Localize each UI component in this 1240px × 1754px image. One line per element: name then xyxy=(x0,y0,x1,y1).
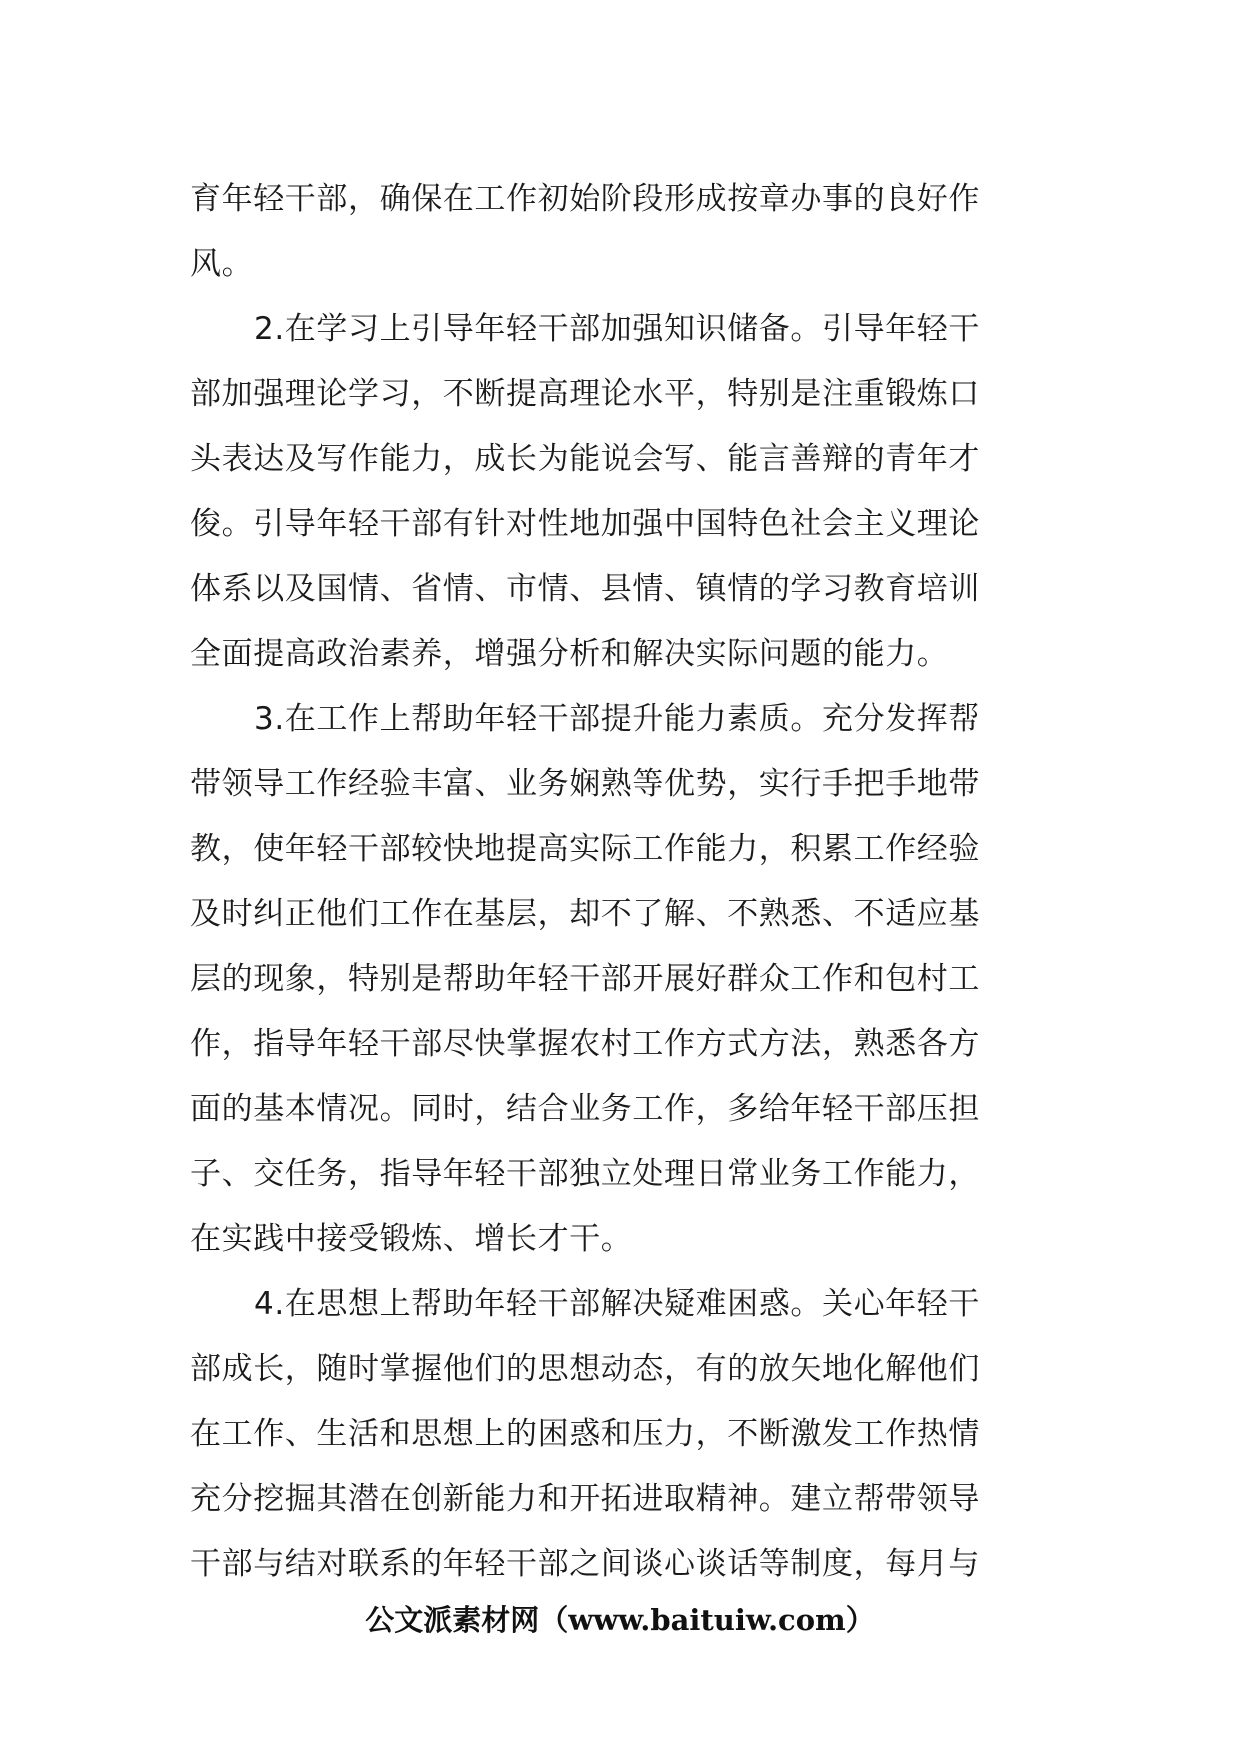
text-line: 面的基本情况。同时，结合业务工作，多给年轻干部压担 xyxy=(190,1091,980,1127)
text-line: 作，指导年轻干部尽快掌握农村工作方式方法，熟悉各方 xyxy=(190,1026,980,1062)
text-line: 子、交任务，指导年轻干部独立处理日常业务工作能力， xyxy=(190,1156,980,1192)
document-body xyxy=(190,167,1050,1597)
text-line: 全面提高政治素养，增强分析和解决实际问题的能力。 xyxy=(190,636,949,672)
page-footer-source: 公文派素材网（www.baituiw.com） xyxy=(365,1603,875,1637)
paragraph-3-heading-line: 3.在工作上帮助年轻干部提升能力素质。充分发挥帮 xyxy=(254,701,980,737)
text-line: 充分挖掘其潜在创新能力和开拓进取精神。建立帮带领导 xyxy=(190,1481,980,1517)
text-line: 层的现象，特别是帮助年轻干部开展好群众工作和包村工 xyxy=(190,961,980,997)
text-line: 带领导工作经验丰富、业务娴熟等优势，实行手把手地带 xyxy=(190,766,980,802)
text-line: 育年轻干部，确保在工作初始阶段形成按章办事的良好作 xyxy=(190,181,980,217)
text-line: 俊。引导年轻干部有针对性地加强中国特色社会主义理论 xyxy=(190,506,980,542)
text-line: 在工作、生活和思想上的困惑和压力，不断激发工作热情 xyxy=(190,1416,980,1452)
paragraph-2-heading-line: 2.在学习上引导年轻干部加强知识储备。引导年轻干 xyxy=(254,311,980,347)
paragraph-4-heading-line: 4.在思想上帮助年轻干部解决疑难困惑。关心年轻干 xyxy=(254,1286,980,1322)
text-line: 头表达及写作能力，成长为能说会写、能言善辩的青年才 xyxy=(190,441,980,477)
text-line: 体系以及国情、省情、市情、县情、镇情的学习教育培训 xyxy=(190,571,980,607)
text-line: 风。 xyxy=(190,246,254,282)
text-line: 干部与结对联系的年轻干部之间谈心谈话等制度，每月与 xyxy=(190,1546,980,1582)
text-line: 在实践中接受锻炼、增长才干。 xyxy=(190,1221,633,1257)
text-line: 部加强理论学习，不断提高理论水平，特别是注重锻炼口 xyxy=(190,376,980,412)
text-line: 及时纠正他们工作在基层，却不了解、不熟悉、不适应基 xyxy=(190,896,980,932)
text-line: 教，使年轻干部较快地提高实际工作能力，积累工作经验 xyxy=(190,831,980,867)
text-line: 部成长，随时掌握他们的思想动态，有的放矢地化解他们 xyxy=(190,1351,980,1387)
